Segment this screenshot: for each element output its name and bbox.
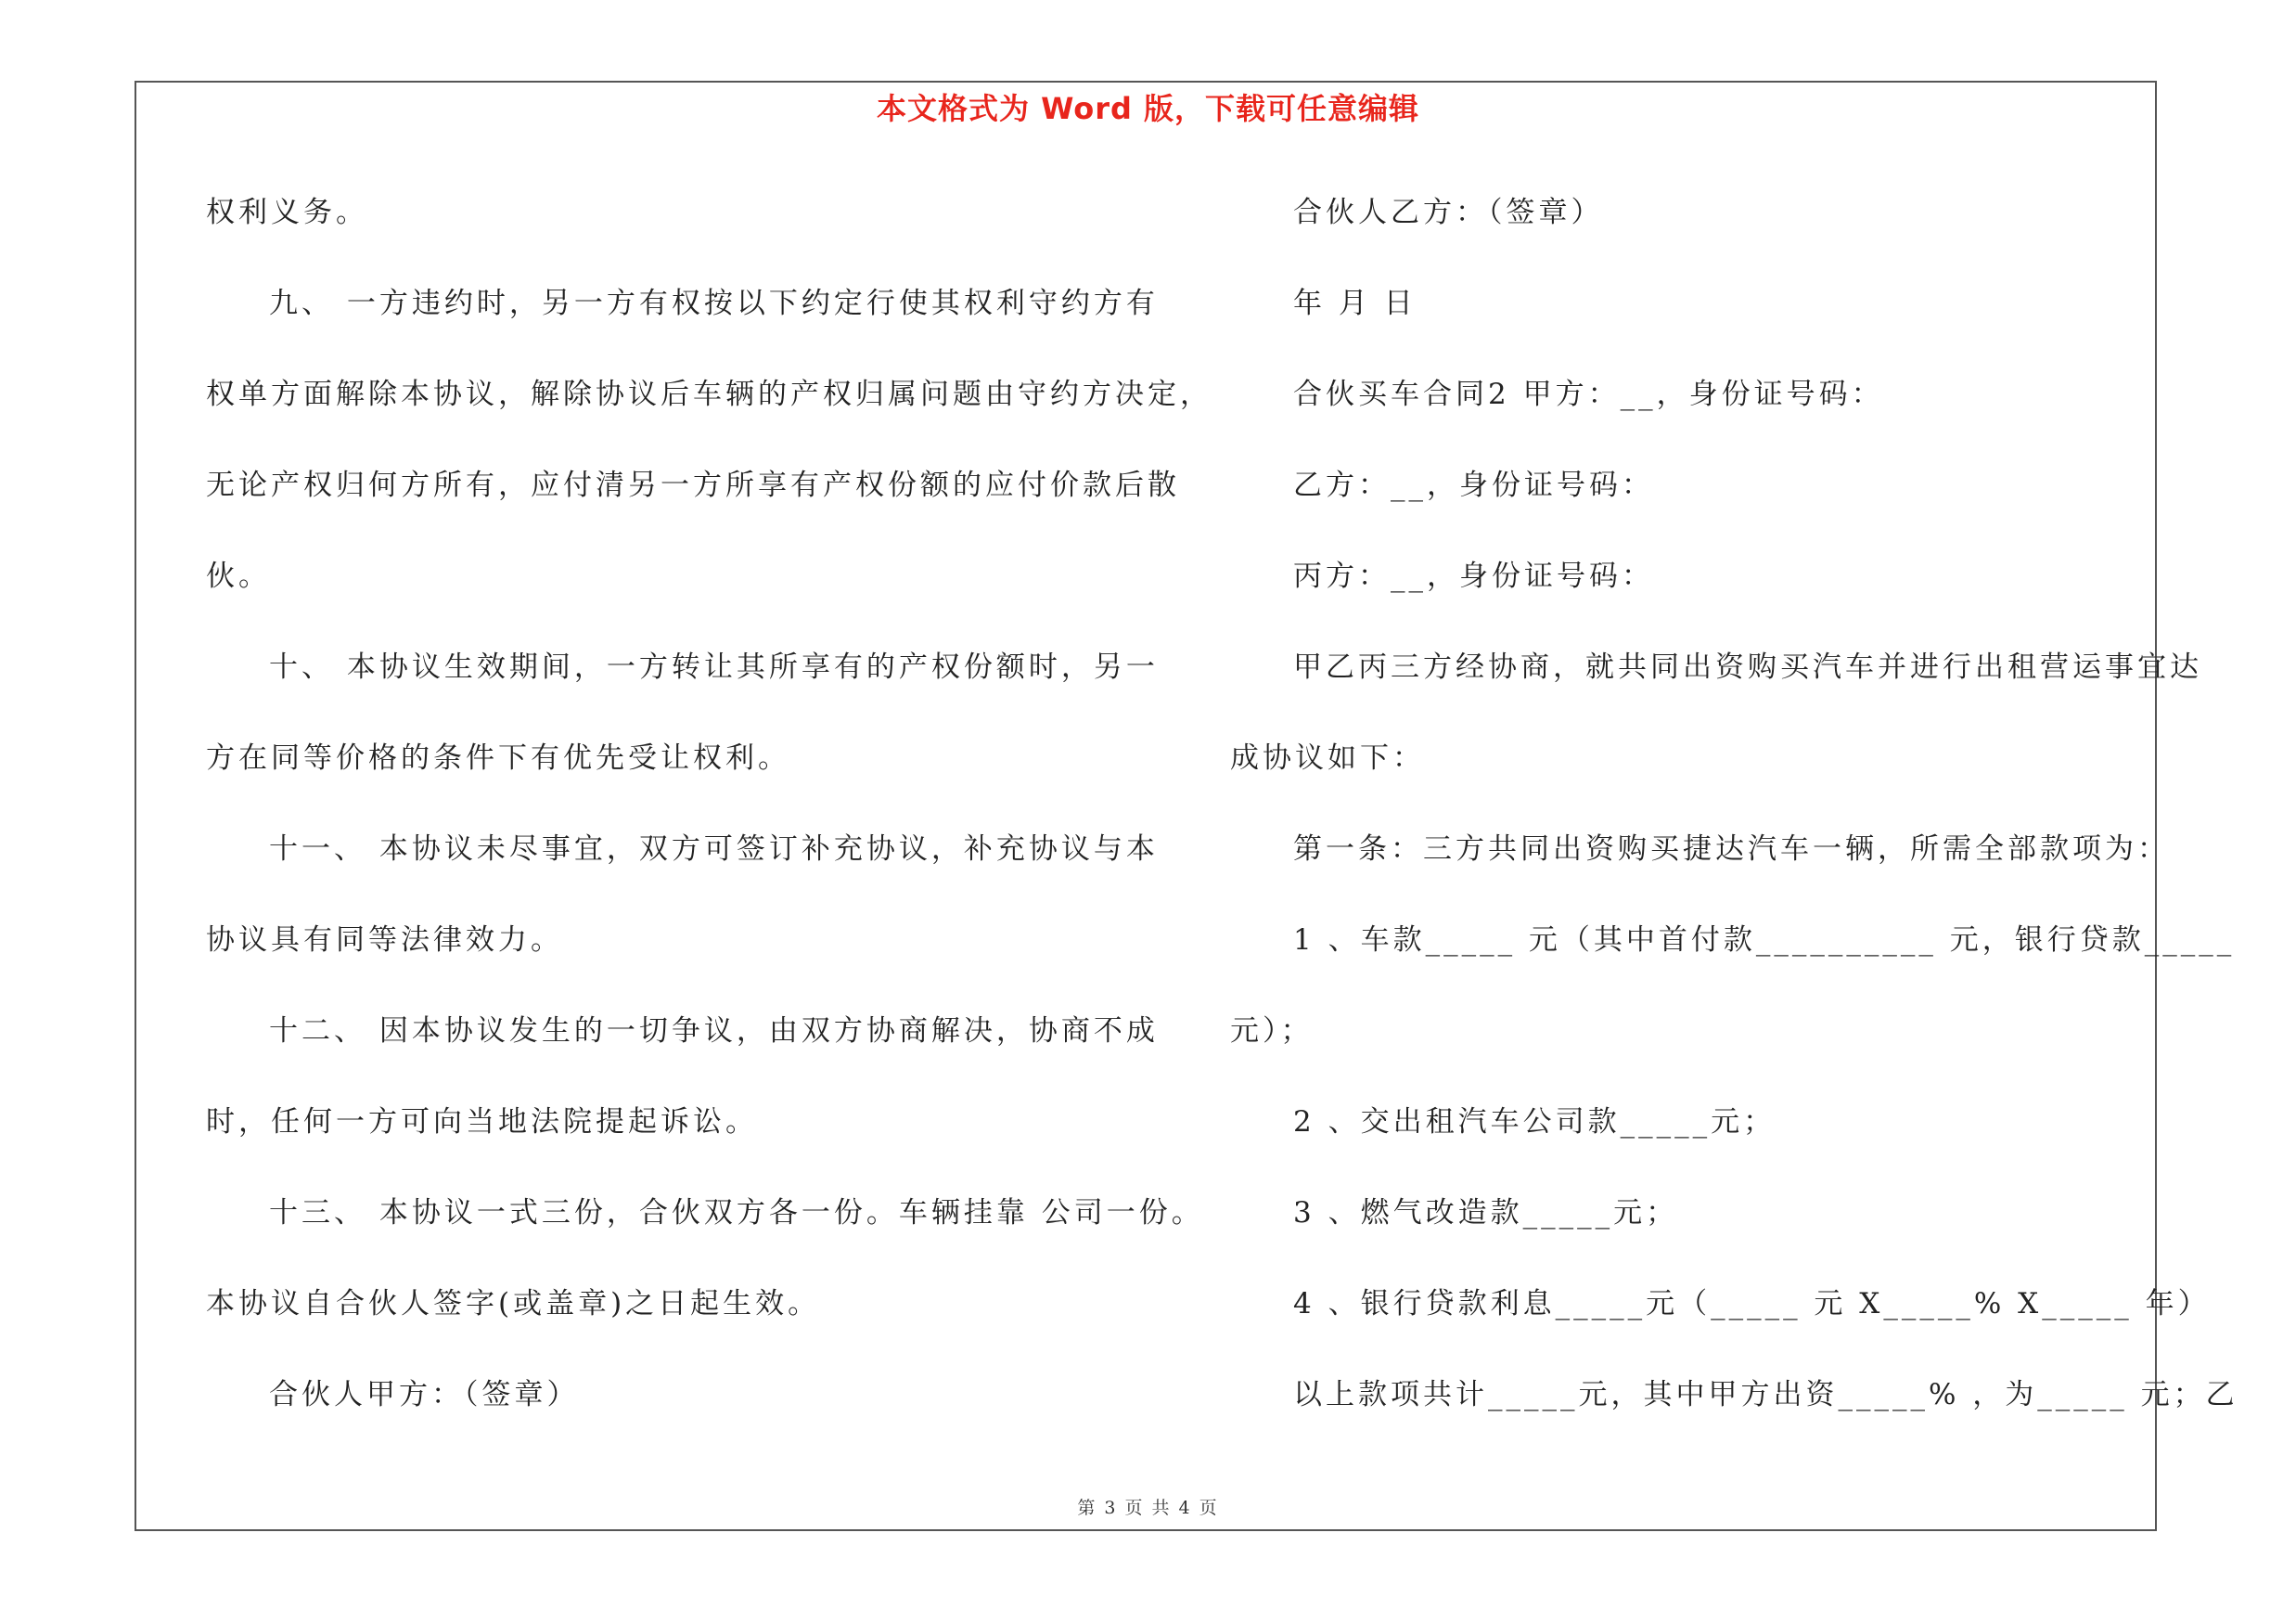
document-paragraph-line: 2 、交出租汽车公司款_____元； — [1293, 1105, 1777, 1139]
document-paragraph-line: 权单方面解除本协议，解除协议后车辆的产权归属问题由守约方决定， — [206, 378, 1212, 411]
format-notice-banner: 本文格式为 Word 版，下载可任意编辑 — [876, 91, 1420, 126]
document-paragraph-line: 丙方：__，身份证号码： — [1293, 560, 1654, 593]
document-paragraph-line: 本协议自合伙人签字(或盖章)之日起生效。 — [206, 1287, 821, 1320]
document-paragraph-line: 十三、 本协议一式三份，合伙双方各一份。车辆挂靠 公司一份。 — [269, 1196, 1204, 1230]
document-paragraph-line: 合伙人乙方：（签章） — [1293, 196, 1604, 229]
document-paragraph-line: 伙。 — [206, 560, 271, 593]
document-paragraph-line: 合伙人甲方：（签章） — [269, 1378, 580, 1411]
right-text-column — [1230, 186, 2238, 1459]
document-paragraph-line: 无论产权归何方所有，应付清另一方所享有产权份额的应付价款后散 — [206, 469, 1180, 502]
document-paragraph-line: 十二、 因本协议发生的一切争议，由双方协商解决，协商不成 — [269, 1014, 1159, 1048]
document-paragraph-line: 成协议如下： — [1230, 741, 1425, 775]
document-paragraph-line: 3 、燃气改造款_____元； — [1293, 1196, 1679, 1230]
document-paragraph-line: 方在同等价格的条件下有优先受让权利。 — [206, 741, 790, 775]
document-paragraph-line: 十一、 本协议未尽事宜，双方可签订补充协议，补充协议与本 — [269, 832, 1159, 866]
document-paragraph-line: 第一条：三方共同出资购买捷达汽车一辆，所需全部款项为： — [1293, 832, 2170, 866]
document-paragraph-line: 时，任何一方可向当地法院提起诉讼。 — [206, 1105, 758, 1139]
page-number-footer: 第 3 页 共 4 页 — [1077, 1498, 1219, 1518]
document-paragraph-line: 甲乙丙三方经协商，就共同出资购买汽车并进行出租营运事宜达 — [1293, 650, 2202, 684]
document-paragraph-line: 乙方：__，身份证号码： — [1293, 469, 1654, 502]
document-paragraph-line: 合伙买车合同2 甲方：__，身份证号码： — [1293, 378, 1884, 411]
document-paragraph-line: 元）； — [1230, 1014, 1314, 1048]
document-paragraph-line: 权利义务。 — [206, 196, 368, 229]
document-paragraph-line: 4 、银行贷款利息_____元（_____ 元 X_____% X_____ 年） — [1293, 1287, 2211, 1320]
document-paragraph-line: 九、 一方违约时，另一方有权按以下约定行使其权利守约方有 — [269, 287, 1159, 320]
document-paragraph-line: 年 月 日 — [1293, 287, 1417, 320]
document-paragraph-line: 十、 本协议生效期间，一方转让其所享有的产权份额时，另一 — [269, 650, 1159, 684]
document-paragraph-line: 协议具有同等法律效力。 — [206, 923, 563, 957]
document-paragraph-line: 以上款项共计_____元，其中甲方出资_____% ，为_____ 元；乙 — [1293, 1378, 2238, 1411]
left-text-column — [206, 186, 1212, 1459]
document-paragraph-line: 1 、车款_____ 元（其中首付款__________ 元，银行贷款_____ — [1293, 923, 2236, 957]
